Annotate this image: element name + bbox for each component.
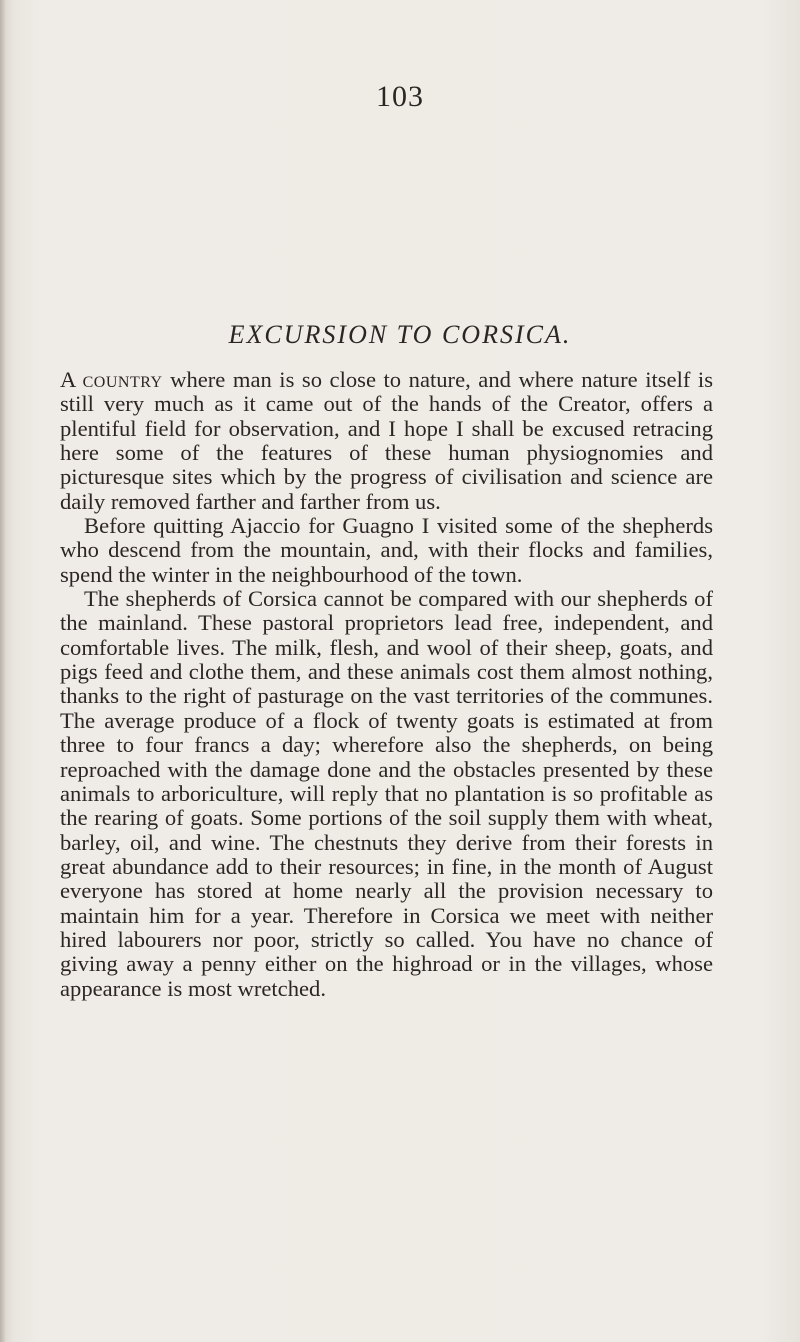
paragraph-3: The shepherds of Corsica cannot be compared with our shepherds of the mainland. These pastoral proprietors lead free, independent, and comfortable lives. The milk, flesh, and wool of their sheep, goats, and pigs feed and clothe them, and these animals cost them almost nothing, thanks to the right of pasturage on the vast territories of the communes. The average produce of a flock of twenty goats is estimated at from three to four francs a day; wherefore also the shepherds, on being reproached with the damage done and the obstacles presented by these animals to arboriculture, will reply that no plantation is so profitable as the rearing of goats. Some portions of the soil supply them with wheat, barley, oil, and wine. The chestnuts they derive from their forests in great abundance add to their resources; in fine, in the month of August everyone has stored at home nearly all the provision necessary to maintain him for a year. Therefore in Corsica we meet with neither hired labourers nor poor, strictly so called. You have no chance of giving away a penny either on the highroad or in the villages, whose appearance is most wretched. [60,586,713,1001]
paragraph-2: Before quitting Ajaccio for Guagno I visited some of the shepherds who descend from the mountain, and, with their flocks and families, spend the winter in the neighbourhood of the town. [60,513,713,587]
chapter-title: EXCURSION TO CORSICA. [228,320,572,349]
paragraph-1-text: where man is so close to nature, and where nature itself is still very much as it came out of the hands of the Creator, offers a plentiful field for observation, and I hope I shall be excused retracing here some of the features of these human physiognomies and picturesque sites which by the progress of civilisation and science are daily removed farther and farther from us. [60,367,713,514]
page-number: 103 [376,80,424,113]
body-text [60,368,713,1001]
paragraph-1 [60,368,713,514]
paragraph-1-smallcaps: country [82,367,163,392]
paragraph-1-initial: A [60,367,83,392]
page-gutter-shadow [0,0,6,1342]
